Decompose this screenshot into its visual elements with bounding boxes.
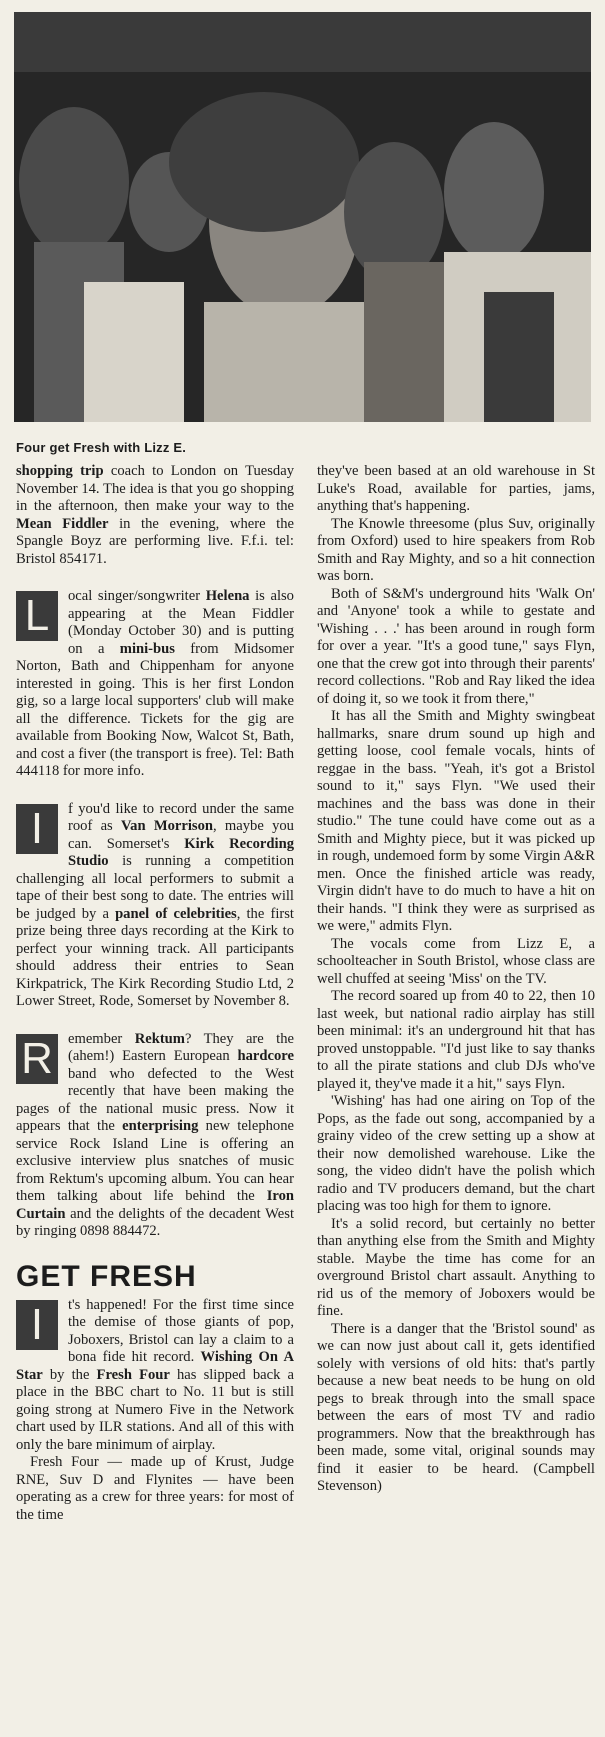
article-paragraph: Fresh Four — made up of Krust, Judge RNE, Suv D and Flynites — have been operating as a crew for three years: for most of the time bbox=[16, 1454, 294, 1523]
article-paragraph: It has all the Smith and Mighty swingbeat hallmarks, snare drum sound up high and getting loose, cool female vocals, hints of reggae in the bass. "Yeah, it's got a Bristol sound to it," says Flyn. "We used their machines and the bass was done in their studio." The tune could have come out as a Smith and Mighty piece, but it was picked up in rough, undemoed form by some Virgin A&R men. Once the finished article was ready, Virgin didn't have to do much to have a hit on their hands. "I think they were as surprised as we were," admits Flyn. bbox=[317, 708, 595, 934]
article-paragraph: 'Wishing' has had one airing on Top of the Pops, as the fade out song, accompanied by a grainy video of the crew setting up a show at their now demolished warehouse. Like the song, the video didn't have the polish which radio and TV producers demand, but the chart placing was too high for them to ignore. bbox=[317, 1093, 595, 1214]
headline-get-fresh: GET FRESH bbox=[16, 1259, 197, 1293]
article-paragraph: I t's happened! For the first time since the demise of those giants of pop, Joboxers, Bristol can lay a claim to a bona fide hit record. Wishing On A Star by the Fresh Four has slipped back a place in the BBC chart to No. 11 but is still going strong at Numero Five in the Network chart used by ILR stations. And all of this with only the bare minimum of airplay. bbox=[16, 1296, 294, 1453]
drop-cap: R bbox=[16, 1034, 58, 1084]
article-paragraph: I f you'd like to record under the same roof as Van Morrison, maybe you can. Somerset's Kirk Recording Studio is running a competition challenging all local performers to submit a tape of their best song to date. The entries will be judged by a panel of celebrities, the first prize being three days recording at the Kirk to perfect your winning track. All participants should address their entries to Sean Kirkpatrick, The Kirk Recording Studio Ltd, 2 Lower Street, Rode, Somerset by November 8. bbox=[16, 800, 294, 1009]
photo-caption: Four get Fresh with Lizz E. bbox=[16, 440, 187, 455]
drop-cap: I bbox=[16, 804, 58, 854]
right-column bbox=[317, 463, 595, 1496]
left-column bbox=[16, 463, 294, 1524]
article-paragraph: shopping trip coach to London on Tuesday November 14. The idea is that you go shopping in the afternoon, then make your way to the Mean Fiddler in the evening, where the Spangle Boyz are performing live. F.f.i. tel: Bristol 854171. bbox=[16, 463, 294, 567]
drop-cap: I bbox=[16, 1300, 58, 1350]
band-photo bbox=[14, 12, 591, 422]
article-paragraph: The vocals come from Lizz E, a schoolteacher in South Bristol, whose class are well chuffed at seeing 'Miss' on the TV. bbox=[317, 935, 595, 987]
article-paragraph: R emember Rektum? They are the (ahem!) Eastern European hardcore band who defected to the West recently that have been making the pages of the national music press. Now it appears that the enterprising new telephone service Rock Island Line is offering an exclusive interview plus snatches of music from Rektum's upcoming album. You can hear them talking about life behind the Iron Curtain and the delights of the decadent West by ringing 0898 884472. bbox=[16, 1030, 294, 1239]
article-paragraph: L ocal singer/songwriter Helena is also appearing at the Mean Fiddler (Monday October 30) and is putting on a mini-bus from Midsomer Norton, Bath and Chippenham for anyone interested in going. This is her first London gig, so a large local supporters' club will make all the difference. Tickets for the gig are available from Booking Now, Walcot St, Bath, and cost a fiver (the transport is free). Tel: Bath 444118 for more info. bbox=[16, 588, 294, 779]
drop-cap: L bbox=[16, 591, 58, 641]
article-paragraph: There is a danger that the 'Bristol sound' as we can now just about call it, gets identified solely with versions of old hits: that's partly because a new beat needs to be hung on old pegs to break through into the small space between the ears of most TV and radio programmers. Now that the breakthrough has been made, some vital, original sounds may find it easier to be heard. (Campbell Stevenson) bbox=[317, 1320, 595, 1494]
article-paragraph: they've been based at an old warehouse in St Luke's Road, available for parties, jams, anything that's happening. bbox=[317, 463, 595, 514]
article-paragraph: Both of S&M's underground hits 'Walk On' and 'Anyone' took a while to gestate and 'Wishing . . .' has been around in rough form for over a year. "It's a good tune," says Flyn, one that the crew got into through their parents' record collections. "Rob and Ray liked the idea of doing it, so we took it from there," bbox=[317, 585, 595, 707]
article-paragraph: The record soared up from 40 to 22, then 10 last week, but national radio airplay has still been minimal: it's an underground hit that has proved unstoppable. "I'd just like to say thanks to all the pirate stations and club DJs who've played it, they've made it a hit," says Flyn. bbox=[317, 988, 595, 1092]
band-photo-image bbox=[14, 12, 591, 422]
article-paragraph: It's a solid record, but certainly no better than anything else from the Smith and Mighty stable. Maybe the time has come for an overground Bristol chart assault. Anything to rid us of the memory of Joboxers would be fine. bbox=[317, 1215, 595, 1319]
article-paragraph: The Knowle threesome (plus Suv, originally from Oxford) used to hire speakers from Rob Smith and Ray Mighty, and so a hit connection was born. bbox=[317, 515, 595, 584]
